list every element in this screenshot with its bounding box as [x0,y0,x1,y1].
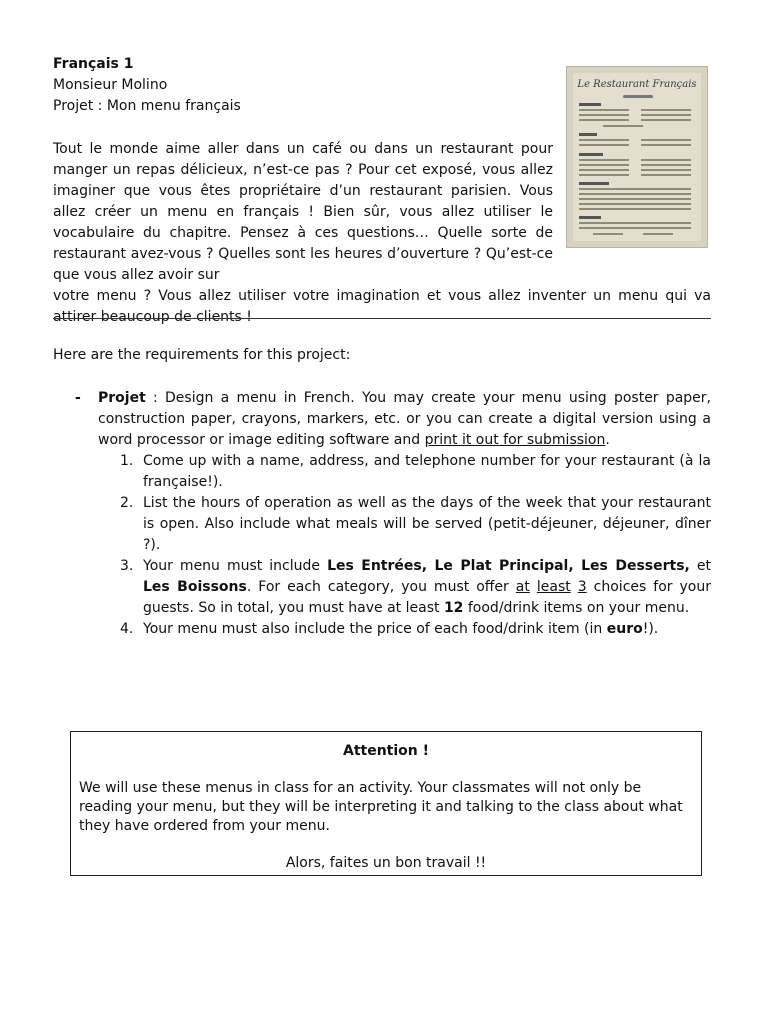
list-item: 4. Your menu must also include the price of each food/drink item (in euro!). [120,621,659,637]
teacher-name: Monsieur Molino [53,77,168,93]
menu-image-title: Le Restaurant Français [577,79,697,90]
bullet-dash: - [75,390,81,406]
attention-box [70,731,702,876]
project-requirements [75,388,711,640]
submission-note: print it out for submission [424,432,606,448]
list-item: 1. Come up with a name, address, and telephone number for your restaurant (à la française!). [120,453,711,490]
attention-body: We will use these menus in class for an activity. Your classmates will not only be reading your menu, but they will be interpreting it and talking to the class about what they have ordered from your menu. [79,780,683,834]
document-header [53,54,533,117]
course-title: Français 1 [53,56,134,72]
requirements-heading: Here are the requirements for this project: [53,347,351,363]
intro-text-wrapped: Tout le monde aime aller dans un café ou dans un restaurant pour manger un repas délicieux, n’est-ce pas ? Pour cet exposé, vous allez imaginer que vous êtes propriétaire d’un restaurant parisien. Vous allez créer un menu en français ! Bien sûr, vous allez utiliser le vocabulaire du chapitre. Pensez à ces questions… Quelle sorte de restaurant avez-vous ? Quelles sont les heures d’ouverture ? Qu’est-ce que vous allez avoir sur [53,141,553,283]
section-divider [53,318,711,319]
requirements-list [98,451,711,640]
project-label: Projet [98,390,146,406]
attention-title: Attention ! [342,743,430,759]
intro-text-full: votre menu ? Vous allez utiliser votre imagination et vous allez inventer un menu qui va attirer beaucoup de clients ! [53,288,711,325]
project-title: Projet : Mon menu français [53,98,241,114]
list-item: 2. List the hours of operation as well as the days of the week that your restaurant is open. Also include what meals will be served (petit-déjeuner, déjeuner, dîner ?). [120,495,711,553]
intro-paragraph [53,139,711,328]
attention-closing: Alors, faites un bon travail !! [285,855,487,871]
list-item: 3. Your menu must include Les Entrées, Le Plat Principal, Les Desserts, et Les Boissons. For each category, you must offer at least 3 choices for your guests. So in total, you must have at least 12 food/drink items on your menu. [120,558,712,616]
project-description: Projet : Design a menu in French. You may create your menu using poster paper, construction paper, crayons, markers, etc. or you can create a digital version using a word processor or image editing software and print it out for submission. [98,390,711,448]
